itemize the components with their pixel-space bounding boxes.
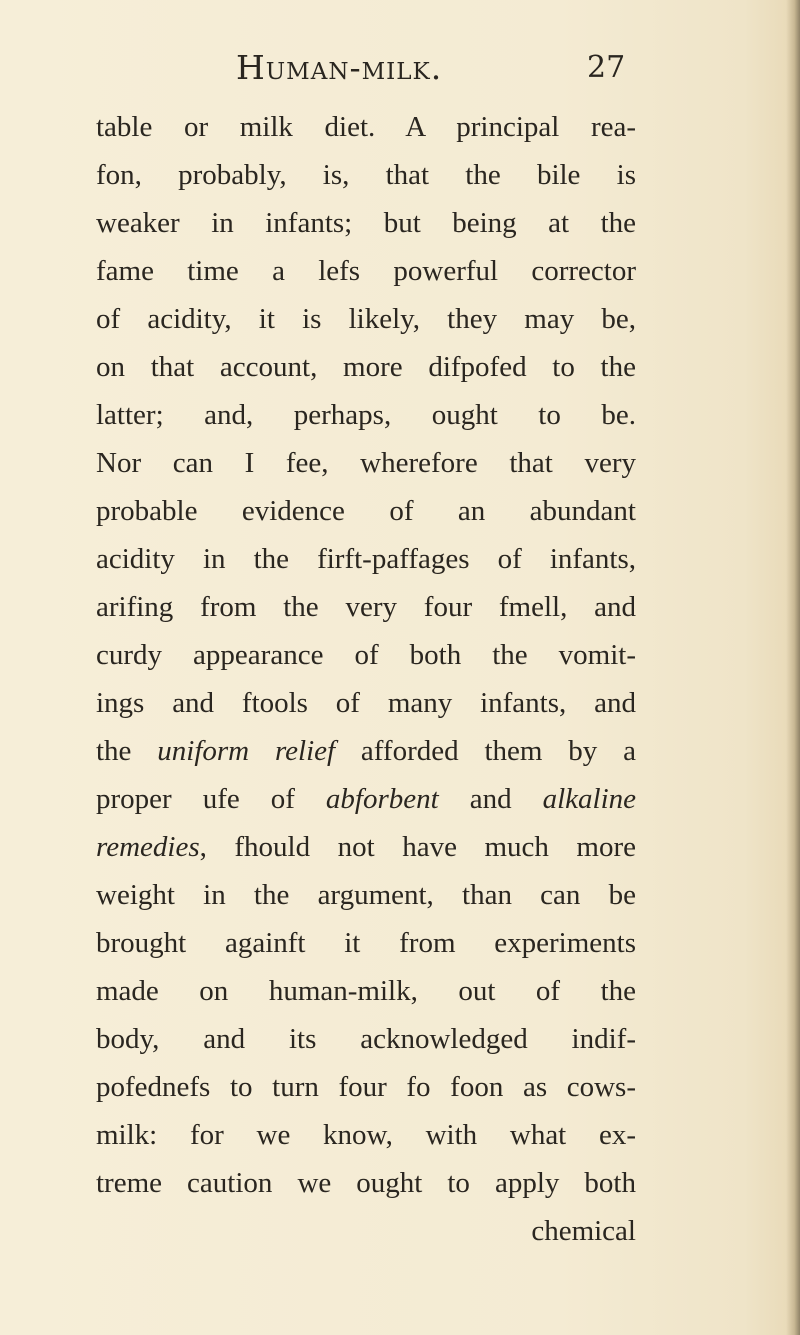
italic-phrase: abforbent — [325, 783, 439, 815]
text-line — [96, 1111, 636, 1159]
italic-phrase: uniform relief — [157, 735, 336, 767]
text-run: pofednefs to turn four fo foon as cows- — [96, 1071, 636, 1103]
text-run: weaker in infants; but being at the — [96, 207, 636, 239]
text-line — [96, 775, 636, 823]
text-run: the — [96, 735, 158, 767]
text-run: , fhould not have much more — [199, 831, 636, 863]
text-run: treme caution we ought to apply both — [96, 1167, 636, 1199]
text-line — [96, 1015, 636, 1063]
text-line — [96, 487, 636, 535]
page-gutter-shadow — [786, 0, 800, 1335]
text-line — [96, 727, 636, 775]
text-line — [96, 919, 636, 967]
text-run: and — [438, 783, 543, 815]
text-line — [96, 247, 636, 295]
text-run: brought againft it from experiments — [96, 927, 636, 959]
text-line — [96, 1063, 636, 1111]
text-line — [96, 967, 636, 1015]
text-line — [96, 631, 636, 679]
text-line — [96, 1159, 636, 1207]
text-run: made on human-milk, out of the — [96, 975, 636, 1007]
text-run: afforded them by a — [335, 735, 636, 767]
page-number: 27 — [587, 50, 626, 85]
text-line — [96, 343, 636, 391]
running-head — [0, 48, 800, 88]
text-line — [96, 151, 636, 199]
text-line — [96, 535, 636, 583]
text-run: on that account, more difpofed to the — [96, 351, 636, 383]
italic-phrase: remedies — [96, 831, 200, 863]
text-line — [96, 439, 636, 487]
text-run: weight in the argument, than can be — [96, 879, 636, 911]
text-run: acidity in the firft-paffages of infants, — [96, 543, 636, 575]
running-title: Human-milk. — [236, 48, 443, 87]
text-line — [96, 1207, 636, 1255]
italic-phrase: alkaline — [542, 783, 636, 815]
text-line — [96, 679, 636, 727]
text-run: chemical — [531, 1215, 636, 1247]
text-run: ings and ftools of many infants, and — [96, 687, 636, 719]
text-line — [96, 871, 636, 919]
text-run: table or milk diet. A principal rea- — [96, 111, 636, 143]
text-line — [96, 391, 636, 439]
text-run: probable evidence of an abundant — [96, 495, 636, 527]
text-line — [96, 199, 636, 247]
text-run: fon, probably, is, that the bile is — [96, 159, 636, 191]
text-run: arifing from the very four fmell, and — [96, 591, 636, 623]
text-run: proper ufe of — [96, 783, 326, 815]
text-run: of acidity, it is likely, they may be, — [96, 303, 636, 335]
text-line — [96, 823, 636, 871]
text-line — [96, 103, 636, 151]
text-line — [96, 295, 636, 343]
body-text — [96, 103, 636, 1255]
text-run: curdy appearance of both the vomit- — [96, 639, 636, 671]
text-run: milk: for we know, with what ex- — [96, 1119, 636, 1151]
text-run: body, and its acknowledged indif- — [96, 1023, 636, 1055]
text-run: latter; and, perhaps, ought to be. — [96, 399, 636, 431]
text-line — [96, 583, 636, 631]
text-run: Nor can I fee, wherefore that very — [96, 447, 636, 479]
text-run: fame time a lefs powerful corrector — [96, 255, 636, 287]
